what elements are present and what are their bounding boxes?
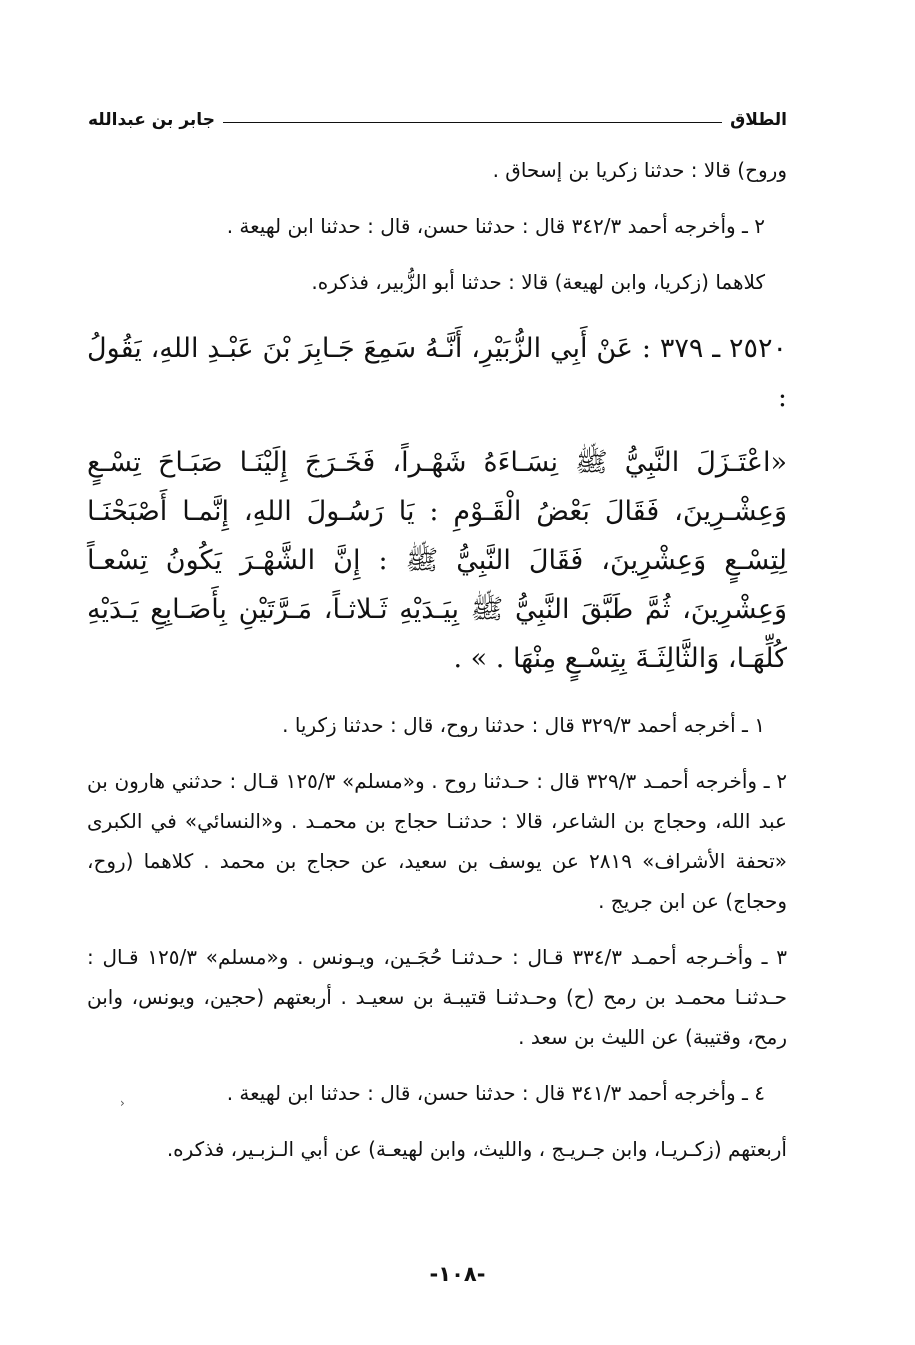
hadith-intro: ٢٥٢٠ ـ ٣٧٩ : عَنْ أَبِي الزُّبَيْرِ، أَنَّـهُ سَمِعَ جَـابِرَ بْنَ عَبْـدِ اللهِ، يَقُولُ : — [87, 333, 787, 413]
page-number: -١٠٨- — [429, 1262, 486, 1286]
previous-note-summary: كلاهما (زكريا، وابن لهيعة) قالا : حدثنا أبو الزُّبير، فذكره. — [311, 270, 765, 294]
hadith-text: «اعْتَـزَلَ النَّبِيُّ ﷺ نِسَـاءَهُ شَهْـراً، فَخَـرَجَ إِلَيْنَـا صَبَـاحَ تِسْـعٍ وَعِشْـرِينَ، فَقَالَ بَعْضُ الْقَـوْمِ : يَا رَسُـولَ اللهِ، إِنَّمـا أَصْبَحْنَـا لِتِسْـعٍ وَعِشْرِينَ، فَقَالَ النَّبِيُّ ﷺ : إِنَّ الشَّهْـرَ يَكُونُ تِسْعـاً وَعِشْرِينَ، ثُمَّ طَبَّقَ النَّبِيُّ ﷺ بِيَـدَيْهِ ثَـلاثـاً، مَـرَّتَيْنِ بِأَصَـابِعِ يَـدَيْهِ كُلِّهَـا، وَالثَّالِثَـةَ بِتِسْـعٍ مِنْهَا . » . — [87, 447, 787, 674]
note-2: ٢ ـ وأخرجه أحمـد ٣٢٩/٣ قال : حـدثنا روح . و«مسلم» ١٢٥/٣ قـال : حدثني هارون بن عبد الله، وحجاج بن الشاعر، قالا : حدثنـا حجاج بن محمـد . و«النسائي» في الكبرى «تحفة الأشراف» ٢٨١٩ عن يوسف بن سعيد، عن حجاج بن محمد . كلاهما (روح، وحجاج) عن ابن جريج . — [87, 769, 788, 913]
notes-summary: أربعتهم (زكـريـا، وابن جـريـج ، والليث، وابن لهيعـة) عن أبي الـزبـير، فذكره. — [166, 1137, 787, 1161]
stray-mark: ‹ — [120, 1096, 125, 1110]
note-3: ٣ ـ وأخـرجه أحمـد ٣٣٤/٣ قـال : حـدثنـا حُجَـين، ويـونس . و«مسلم» ١٢٥/٣ قـال : حـدثنـا محمـد بن رمح (ح) وحـدثنـا قتيبـة بن سعيـد . أربعتهم (حجين، ويونس، وابن رمح، وقتيبة) عن الليث بن سعد . — [87, 945, 788, 1049]
chapter-title: الطلاق — [730, 110, 787, 130]
note-1: ١ ـ أخرجه أحمد ٣٢٩/٣ قال : حدثنا روح، قال : حدثنا زكريا . — [282, 713, 765, 737]
running-header — [88, 100, 787, 130]
note-4: ٤ ـ وأخرجه أحمد ٣٤١/٣ قال : حدثنا حسن، قال : حدثنا ابن لهيعة . — [226, 1081, 765, 1105]
previous-note-item-2: ٢ ـ وأخرجه أحمد ٣٤٢/٣ قال : حدثنا حسن، قال : حدثنا ابن لهيعة . — [226, 214, 765, 238]
book-title: جابر بن عبدالله — [88, 110, 215, 130]
page-body — [87, 150, 787, 1169]
previous-note-tail: وروح) قالا : حدثنا زكريا بن إسحاق . — [492, 158, 787, 182]
header-rule — [223, 122, 722, 123]
